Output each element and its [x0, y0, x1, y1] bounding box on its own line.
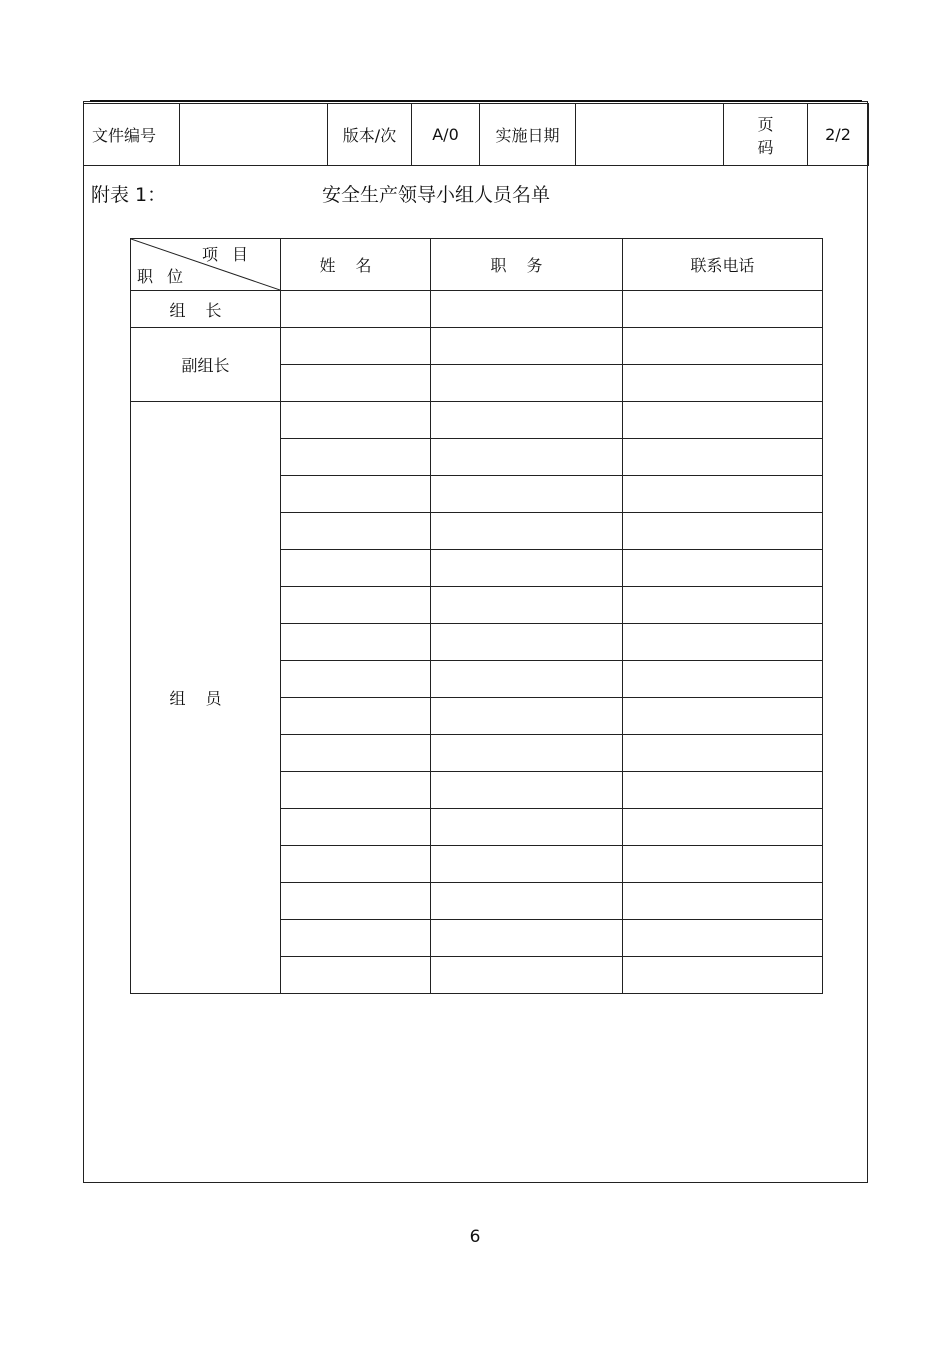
title-cell[interactable] — [431, 957, 623, 994]
name-cell[interactable] — [281, 365, 431, 402]
phone-cell[interactable] — [623, 920, 823, 957]
name-cell[interactable] — [281, 772, 431, 809]
name-cell[interactable] — [281, 957, 431, 994]
title-cell[interactable] — [431, 402, 623, 439]
name-cell[interactable] — [281, 328, 431, 365]
name-cell[interactable] — [281, 920, 431, 957]
phone-cell[interactable] — [623, 772, 823, 809]
title-cell[interactable] — [431, 624, 623, 661]
phone-cell[interactable] — [623, 957, 823, 994]
phone-cell[interactable] — [623, 587, 823, 624]
appendix-caption: 附表 1： — [91, 184, 167, 206]
page-title: 安全生产领导小组人员名单 — [322, 184, 551, 206]
name-cell[interactable] — [281, 661, 431, 698]
name-cell[interactable] — [281, 476, 431, 513]
phone-cell[interactable] — [623, 328, 823, 365]
name-cell[interactable] — [281, 883, 431, 920]
phone-cell[interactable] — [623, 476, 823, 513]
title-cell[interactable] — [431, 846, 623, 883]
page-number: 6 — [469, 1227, 481, 1247]
doc-number-label: 文件编号 — [84, 104, 180, 166]
name-cell[interactable] — [281, 402, 431, 439]
header-rule — [90, 100, 862, 102]
phone-cell[interactable] — [623, 809, 823, 846]
phone-cell[interactable] — [623, 698, 823, 735]
title-cell[interactable] — [431, 439, 623, 476]
document-header-table — [83, 103, 869, 166]
page-label: 页码 — [724, 104, 808, 166]
corner-label-item: 项目 — [201, 245, 262, 264]
name-cell[interactable] — [281, 698, 431, 735]
name-cell[interactable] — [281, 513, 431, 550]
phone-cell[interactable] — [623, 513, 823, 550]
title-cell[interactable] — [431, 772, 623, 809]
phone-cell[interactable] — [623, 846, 823, 883]
phone-cell[interactable] — [623, 365, 823, 402]
effective-date-value — [576, 104, 724, 166]
name-cell[interactable] — [281, 809, 431, 846]
name-cell[interactable] — [281, 846, 431, 883]
column-header-title: 职务 — [431, 239, 623, 291]
name-cell[interactable] — [281, 550, 431, 587]
role-member: 组员 — [131, 402, 281, 994]
phone-cell[interactable] — [623, 402, 823, 439]
title-cell[interactable] — [431, 587, 623, 624]
title-cell[interactable] — [431, 328, 623, 365]
column-header-phone: 联系电话 — [623, 239, 823, 291]
title-cell[interactable] — [431, 920, 623, 957]
corner-label-position: 职位 — [137, 267, 198, 286]
column-header-name: 姓名 — [281, 239, 431, 291]
title-cell[interactable] — [431, 809, 623, 846]
name-cell[interactable] — [281, 439, 431, 476]
effective-date-label: 实施日期 — [480, 104, 576, 166]
version-value: A/0 — [412, 104, 480, 166]
phone-cell[interactable] — [623, 291, 823, 328]
roster-table — [130, 238, 823, 994]
title-cell[interactable] — [431, 735, 623, 772]
phone-cell[interactable] — [623, 661, 823, 698]
corner-header-cell — [131, 239, 281, 291]
name-cell[interactable] — [281, 735, 431, 772]
title-cell[interactable] — [431, 291, 623, 328]
title-cell[interactable] — [431, 550, 623, 587]
title-cell[interactable] — [431, 698, 623, 735]
title-cell[interactable] — [431, 513, 623, 550]
title-cell[interactable] — [431, 365, 623, 402]
phone-cell[interactable] — [623, 883, 823, 920]
role-leader: 组长 — [131, 291, 281, 328]
phone-cell[interactable] — [623, 439, 823, 476]
version-label: 版本/次 — [328, 104, 412, 166]
title-cell[interactable] — [431, 883, 623, 920]
name-cell[interactable] — [281, 587, 431, 624]
page-value: 2/2 — [808, 104, 869, 166]
phone-cell[interactable] — [623, 735, 823, 772]
phone-cell[interactable] — [623, 624, 823, 661]
name-cell[interactable] — [281, 624, 431, 661]
role-deputy: 副组长 — [131, 328, 281, 402]
title-cell[interactable] — [431, 661, 623, 698]
phone-cell[interactable] — [623, 550, 823, 587]
title-cell[interactable] — [431, 476, 623, 513]
doc-number-value — [180, 104, 328, 166]
name-cell[interactable] — [281, 291, 431, 328]
